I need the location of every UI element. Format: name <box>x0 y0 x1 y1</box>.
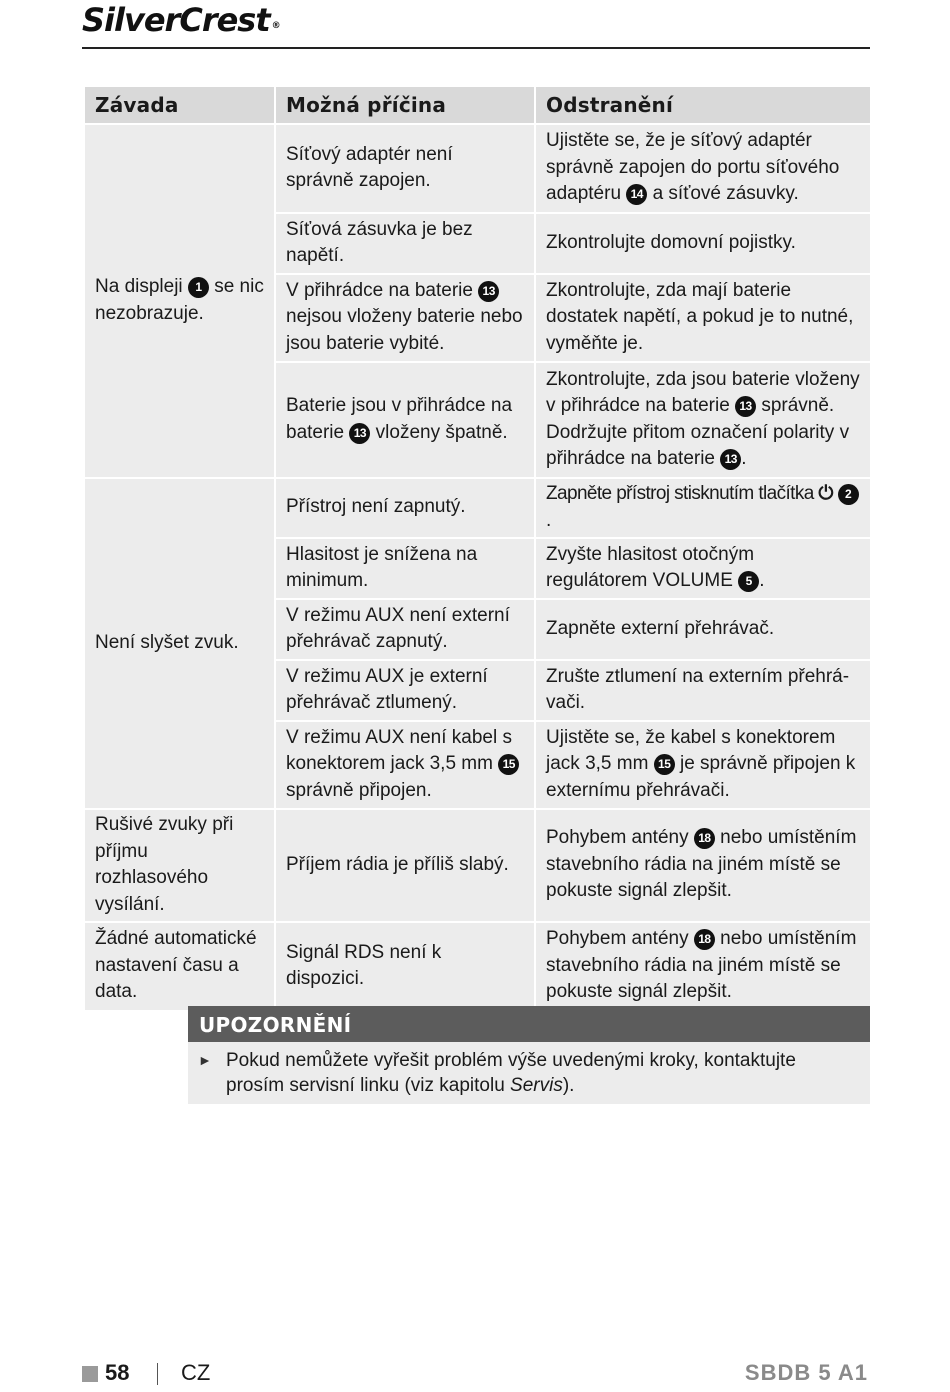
notice-text-before: Pokud nemůžete vyřešit problém výše uvedenými kroky, kontaktujte prosím servisní linku (viz kapitolu <box>226 1050 796 1096</box>
cause-cell: V přihrádce na baterie 13 nejsou vloženy baterie nebo jsou baterie vybité. <box>276 275 534 361</box>
cause-cell: Síťový adaptér není správně zapojen. <box>276 125 534 212</box>
table-header-row <box>85 87 870 123</box>
fault-cell: Žádné automatické nastavení času a data. <box>85 923 274 1010</box>
notice-text <box>226 1048 856 1098</box>
troubleshooting-table <box>83 85 872 1012</box>
remedy-cell: Ujistěte se, že je síťový adaptér správně zapojen do portu síťového adaptéru 14 a síťové zásuvky. <box>536 125 870 212</box>
header-remedy: Odstranění <box>536 87 870 123</box>
language-code: CZ <box>181 1360 211 1385</box>
footer-square-icon <box>82 1366 98 1382</box>
reference-number-icon: 2 <box>838 484 859 505</box>
remedy-cell: Zapněte externí přehrávač. <box>536 600 870 659</box>
cause-cell: Baterie jsou v přihrádce na baterie 13 vloženy špatně. <box>276 363 534 477</box>
footer-divider <box>157 1363 158 1385</box>
fault-cell: Rušivé zvuky při příjmu rozhlasového vysílání. <box>85 810 274 921</box>
notice-title: UPOZORNĚNÍ <box>188 1006 870 1042</box>
remedy-cell: Zkontrolujte domovní pojistky. <box>536 214 870 273</box>
notice-text-after: ). <box>562 1075 575 1096</box>
reference-number-icon: 13 <box>735 396 756 417</box>
table-row <box>85 810 870 921</box>
cause-cell: V režimu AUX je externí přehrávač ztlumený. <box>276 661 534 720</box>
brand-logo <box>82 0 280 40</box>
cause-cell: V režimu AUX není kabel s konektorem jack 3,5 mm 15 správně připojen. <box>276 722 534 808</box>
cause-cell: Hlasitost je snížena na minimum. <box>276 539 534 598</box>
page-number: 58 <box>105 1360 130 1385</box>
remedy-cell: Zvyšte hlasitost otočným regulátorem VOLUME 5 . <box>536 539 870 598</box>
reference-number-icon: 13 <box>478 281 499 302</box>
cause-cell: Signál RDS není k dispozici. <box>276 923 534 1010</box>
registered-mark: ® <box>271 21 280 31</box>
remedy-cell: Zkontrolujte, zda mají baterie dostatek napětí, a pokud je to nutné, vyměňte je. <box>536 275 870 361</box>
brand-name: SilverCrest <box>82 1 270 39</box>
notice-box <box>188 1006 870 1104</box>
remedy-cell: Zkontrolujte, zda jsou baterie vloženy v přihrádce na baterie 13 správně. Dodržujte přitom označení polarity v přihrádce na baterie 13 . <box>536 363 870 477</box>
reference-number-icon: 18 <box>694 828 715 849</box>
remedy-cell: Ujistěte se, že kabel s konektorem jack 3,5 mm 15 je správně připojen k externímu přehrávači. <box>536 722 870 808</box>
page-footer <box>0 1356 950 1392</box>
cause-cell: V režimu AUX není externí přehrávač zapnutý. <box>276 600 534 659</box>
reference-number-icon: 15 <box>498 754 519 775</box>
remedy-cell: Pohybem antény 18 nebo umístěním stavebního rádia na jiném místě se pokuste signál zlepšit. <box>536 923 870 1010</box>
cause-cell: Síťová zásuvka je bez napětí. <box>276 214 534 273</box>
reference-number-icon: 5 <box>738 571 759 592</box>
table-row <box>85 479 870 537</box>
model-number: SBDB 5 A1 <box>744 1360 868 1385</box>
power-icon: ⏻ <box>818 483 833 504</box>
reference-number-icon: 14 <box>626 184 647 205</box>
reference-number-icon: 15 <box>654 754 675 775</box>
reference-number-icon: 1 <box>188 277 209 298</box>
remedy-cell: Zapněte přístroj stisknutím tlačítka ⏻ 2. <box>536 479 870 537</box>
remedy-cell: Zrušte ztlumení na externím přehrávači. <box>536 661 870 720</box>
table-row <box>85 125 870 212</box>
fault-cell: Není slyšet zvuk. <box>85 479 274 808</box>
reference-number-icon: 18 <box>694 929 715 950</box>
service-chapter-reference: Servis <box>510 1075 563 1096</box>
reference-number-icon: 13 <box>349 423 370 444</box>
table-row <box>85 923 870 1010</box>
remedy-cell: Pohybem antény 18 nebo umístěním stavebního rádia na jiném místě se pokuste signál zlepšit. <box>536 810 870 921</box>
notice-body <box>188 1042 870 1104</box>
header-cause: Možná příčina <box>276 87 534 123</box>
cause-cell: Přístroj není zapnutý. <box>276 479 534 537</box>
header-rule <box>82 47 870 49</box>
header-fault: Závada <box>85 87 274 123</box>
reference-number-icon: 13 <box>720 449 741 470</box>
cause-cell: Příjem rádia je příliš slabý. <box>276 810 534 921</box>
fault-cell: Na displeji 1 se nic nezobrazuje. <box>85 125 274 477</box>
bullet-arrow-icon: ► <box>198 1052 212 1068</box>
